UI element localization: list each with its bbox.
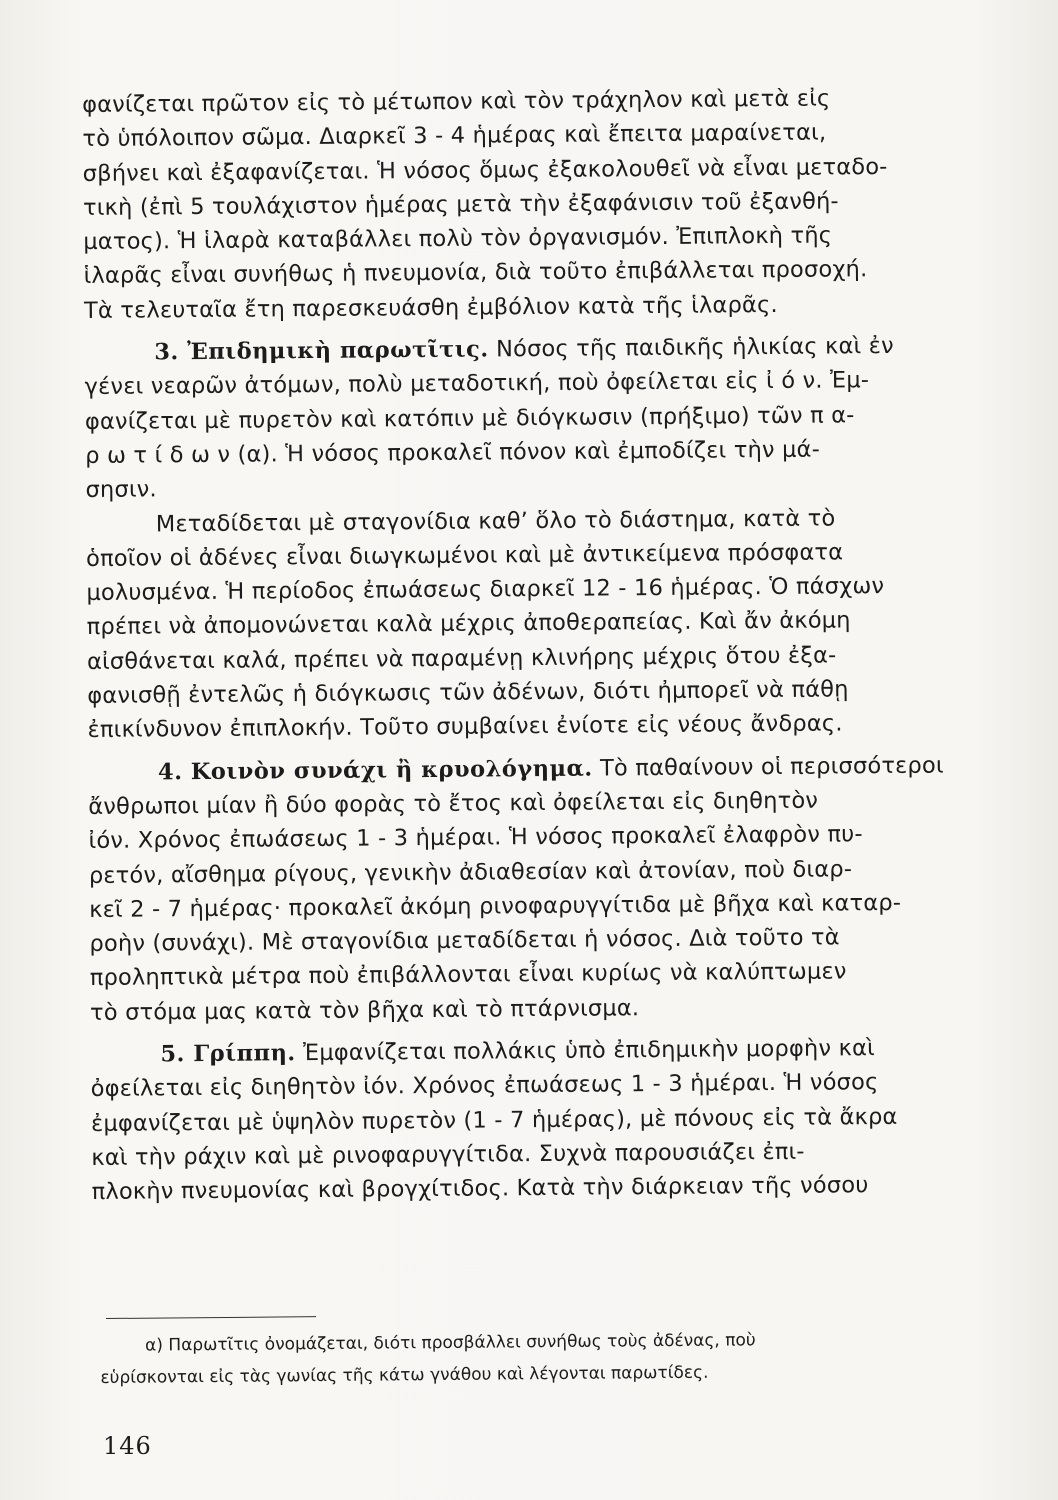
text-line: τὸ στόμα μας κατὰ τὸν βῆχα καὶ τὸ πτάρνισμα. — [89, 994, 640, 1026]
text-line: προληπτικὰ μέτρα ποὺ ἐπιβάλλονται εἶναι κυρίως νὰ καλύπτωμεν — [89, 958, 847, 992]
text-line: ματος). Ἡ ἱλαρὰ καταβάλλει πολὺ τὸν ὀργανισμόν. Ἐπιπλοκὴ τῆς — [83, 222, 833, 256]
section-5-heading: 5. Γρίππη. — [160, 1040, 296, 1068]
text-span: Νόσος τῆς παιδικῆς ἡλικίας καὶ ἐν — [488, 333, 894, 363]
text-span: Ἐμφανίζεται πολλάκις ὑπὸ ἐπιδημικὴν μορφὴν καὶ — [295, 1035, 875, 1067]
text-line: ρετόν, αἴσθημα ρίγους, γενικὴν ἀδιαθεσίαν καὶ ἀτονίαν, ποὺ διαρ- — [88, 855, 853, 889]
text-line: αἰσθάνεται καλά, πρέπει νὰ παραμένῃ κλινήρης μέχρις ὅτου ἐξα- — [86, 642, 837, 675]
text-line: κεῖ 2 - 7 ἡμέρας· προκαλεῖ ἀκόμη ρινοφαρυγγίτιδα μὲ βῆχα καὶ καταρ- — [89, 889, 902, 923]
text-line: φανίζεται μὲ πυρετὸν καὶ κατόπιν μὲ διόγκωσιν (πρήξιμο) τῶν π α- — [84, 401, 855, 435]
section-4-heading: 4. Κοινὸν συνάχι ἢ κρυολόγημα. — [157, 755, 593, 786]
footnote — [100, 1322, 961, 1394]
text-line: σβήνει καὶ ἐξαφανίζεται. Ἡ νόσος ὅμως ἐξακολουθεῖ νὰ εἶναι μεταδο- — [82, 153, 888, 187]
text-line: πλοκὴν πνευμονίας καὶ βρογχίτιδος. Κατὰ τὴν διάρκειαν τῆς νόσου — [91, 1172, 869, 1206]
text-line: ἰόν. Χρόνος ἐπωάσεως 1 - 3 ἡμέραι. Ἡ νόσος προκαλεῖ ἐλαφρὸν πυ- — [88, 821, 863, 855]
text-line: ρ ω τ ί δ ω ν (α). Ἡ νόσος προκαλεῖ πόνον καὶ ἐμποδίζει τὴν μά- — [85, 436, 821, 469]
text-line: πρέπει νὰ ἀπομονώνεται καλὰ μέχρις ἀποθεραπείας. Καὶ ἄν ἀκόμη — [86, 607, 851, 641]
section-3-heading: 3. Ἐπιδημικὴ παρωτῖτις. — [154, 336, 489, 366]
text-span: Τὸ παθαίνουν οἱ περισσότεροι — [592, 752, 944, 782]
text-line: ὁποῖον οἱ ἀδένες εἶναι διωγκωμένοι καὶ μὲ ἀντικείμενα πρόσφατα — [85, 539, 844, 572]
footnote-divider — [106, 1316, 316, 1319]
text-line: γένει νεαρῶν ἀτόμων, πολὺ μεταδοτική, ποὺ ὀφείλεται εἰς ἰ ό ν. Ἐμ- — [84, 367, 870, 401]
page-number: 146 — [103, 1432, 152, 1460]
text-line: ἐμφανίζεται μὲ ὑψηλὸν πυρετὸν (1 - 7 ἡμέρας), μὲ πόνους εἰς τὰ ἄκρα — [90, 1103, 898, 1137]
footnote-line: α) Παρωτῖτις ὀνομάζεται, διότι προσβάλλει συνήθως τοὺς ἀδένας, ποὺ — [145, 1330, 756, 1356]
text-line: ἱλαρᾶς εἶναι συνήθως ἡ πνευμονία, διὰ τοῦτο ἐπιβάλλεται προσοχή. — [83, 256, 868, 290]
text-line: φανίζεται πρῶτον εἰς τὸ μέτωπον καὶ τὸν τράχηλον καὶ μετὰ εἰς — [82, 85, 831, 118]
text-line: καὶ τὴν ράχιν καὶ μὲ ρινοφαρυγγίτιδα. Συχνὰ παρουσιάζει ἐπι- — [91, 1138, 805, 1171]
text-line: μολυσμένα. Ἡ περίοδος ἐπωάσεως διαρκεῖ 12 - 16 ἡμέρας. Ὁ πάσχων — [86, 573, 885, 607]
text-line: σησιν. — [85, 476, 157, 504]
text-line: ἐπικίνδυνον ἐπιπλοκήν. Τοῦτο συμβαίνει ἐνίοτε εἰς νέους ἄνδρας. — [87, 710, 843, 744]
text-line: ροὴν (συνάχι). Μὲ σταγονίδια μεταδίδεται ἡ νόσος. Διὰ τοῦτο τὰ — [89, 924, 840, 958]
text-line: Μεταδίδεται μὲ σταγονίδια καθ’ ὅλο τὸ διάστημα, κατὰ τὸ — [155, 505, 836, 537]
text-line: τικὴ (ἐπὶ 5 τουλάχιστον ἡμέρας μετὰ τὴν ἐξαφάνισιν τοῦ ἐξανθή- — [82, 188, 839, 221]
footnote-line: εὑρίσκονται εἰς τὰς γωνίας τῆς κάτω γνάθου καὶ λέγονται παρωτίδες. — [100, 1362, 709, 1388]
text-line: ὀφείλεται εἰς διηθητὸν ἰόν. Χρόνος ἐπωάσεως 1 - 3 ἡμέραι. Ἡ νόσος — [90, 1069, 879, 1103]
body-text — [82, 80, 972, 1209]
text-line: Τὰ τελευταῖα ἔτη παρεσκευάσθη ἐμβόλιον κατὰ τῆς ἱλαρᾶς. — [83, 291, 778, 324]
text-line: φανισθῇ ἐντελῶς ἡ διόγκωσις τῶν ἀδένων, διότι ἠμπορεῖ νὰ πάθῃ — [87, 676, 849, 710]
text-line: ἄνθρωποι μίαν ἢ δύο φορὰς τὸ ἔτος καὶ ὀφείλεται εἰς διηθητὸν — [88, 787, 819, 820]
text-line: τὸ ὑπόλοιπον σῶμα. Διαρκεῖ 3 - 4 ἡμέρας καὶ ἔπειτα μαραίνεται, — [82, 119, 827, 153]
